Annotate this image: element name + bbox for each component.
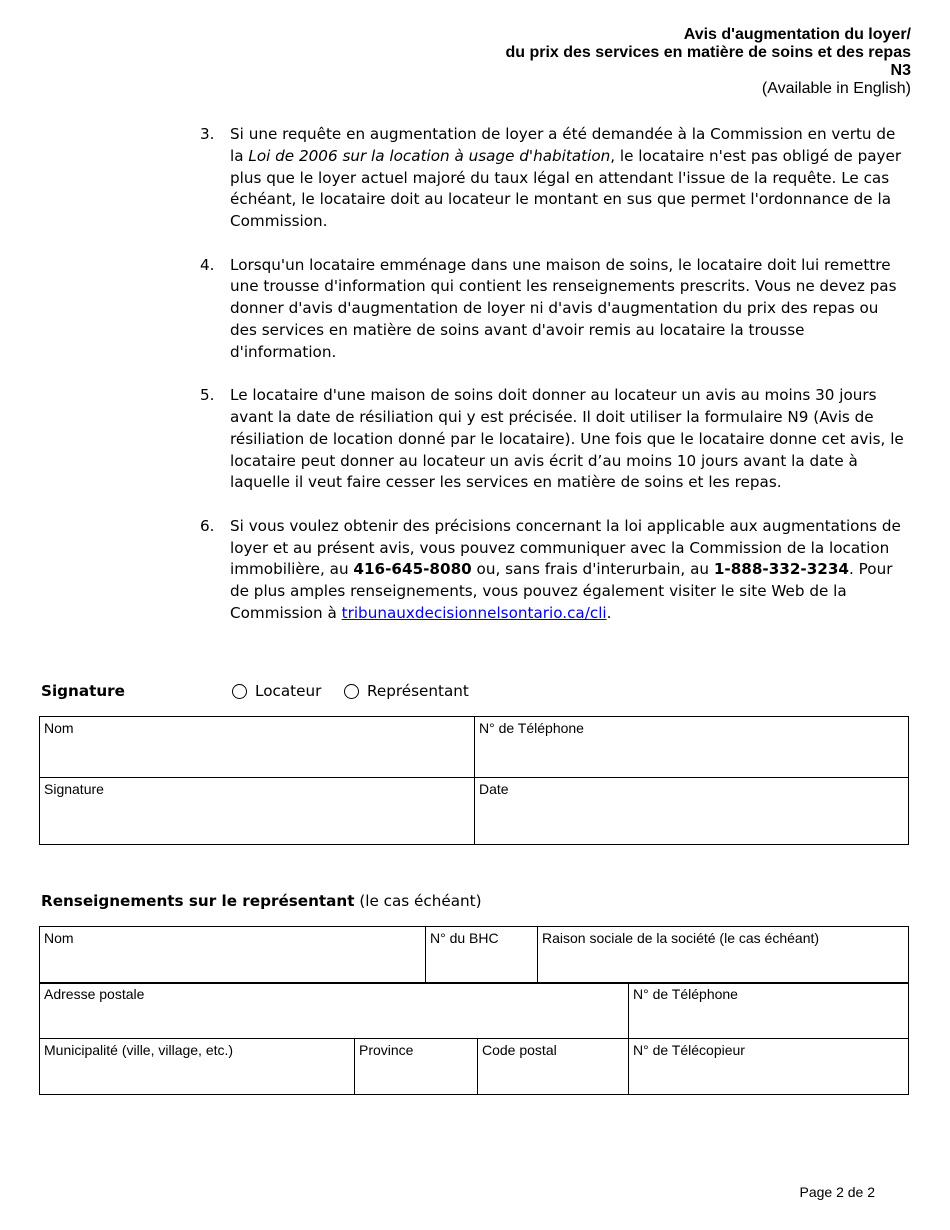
rep-lsuc-label: N° du BHC bbox=[430, 930, 499, 946]
representative-title-bold: Renseignements sur le représentant bbox=[41, 892, 355, 910]
signature-field-label: Signature bbox=[44, 781, 104, 797]
item-text: Si vous voulez obtenir des précisions concernant la loi applicable aux augmentations de loyer et au présent avis, vous pouvez communiquer avec la Commission de la location immobilière, au 416-645-8080 ou, sans frais d'interurbain, au 1-888-332-3234. Pour de plus amples renseignements, vous pouvez également visiter le site Web de la Commission à tribunauxdecisionnelsontario.ca/cli. bbox=[230, 516, 901, 622]
rep-postal-code-label: Code postal bbox=[482, 1042, 557, 1058]
rep-company-field[interactable] bbox=[538, 927, 909, 984]
instruction-item bbox=[200, 255, 910, 364]
signature-field[interactable] bbox=[40, 778, 475, 845]
representative-table-row-1 bbox=[39, 926, 909, 984]
rep-province-label: Province bbox=[359, 1042, 414, 1058]
item-number: 4. bbox=[200, 255, 215, 274]
form-title-line-1: Avis d'augmentation du loyer/ bbox=[683, 26, 911, 43]
signature-table bbox=[39, 716, 909, 845]
item-text: Le locataire d'une maison de soins doit donner au locateur un avis au moins 30 jours avant la date de résiliation qui y est précisée. Il doit utiliser la formulaire N9 (Avis de résiliation de location donné par le locataire). Une fois que le locataire donne cet avis, le locataire peut donner au locateur un avis écrit d’au moins 10 jours avant la date à laquelle il veut faire cesser les services en matière de soins et les repas. bbox=[230, 386, 904, 492]
radio-circle-icon[interactable] bbox=[344, 684, 359, 699]
date-field[interactable] bbox=[475, 778, 909, 845]
phone-field[interactable] bbox=[475, 717, 909, 778]
item-text: Lorsqu'un locataire emménage dans une maison de soins, le locataire doit lui remettre une trousse d'information qui contient les renseignements prescrits. Vous ne devez pas donner d'avis d'augmentation de loyer ni d'avis d'augmentation du prix des repas ou des services en matière de soins avant d'avoir remis au locataire la trousse d'information. bbox=[230, 255, 897, 361]
ltb-website-link[interactable]: tribunauxdecisionnelsontario.ca/cli bbox=[341, 603, 607, 622]
representative-radio[interactable] bbox=[344, 682, 469, 700]
rep-name-field[interactable] bbox=[40, 927, 426, 984]
representative-table-row-3 bbox=[39, 1038, 909, 1095]
available-english-note: (Available in English) bbox=[761, 80, 911, 97]
name-field-label: Nom bbox=[44, 720, 74, 736]
representative-section-title bbox=[41, 892, 482, 910]
ltb-toll-free-number: 1-888-332-3234 bbox=[713, 560, 849, 579]
rep-fax-field[interactable] bbox=[629, 1039, 909, 1095]
representative-title-note: (le cas échéant) bbox=[359, 892, 482, 910]
representative-table-row-2 bbox=[39, 982, 909, 1039]
form-title-line-2: du prix des services en matière de soins et des repas bbox=[505, 44, 911, 61]
instruction-item bbox=[200, 124, 910, 233]
name-field[interactable] bbox=[40, 717, 475, 778]
rep-name-label: Nom bbox=[44, 930, 74, 946]
rep-address-field[interactable] bbox=[40, 983, 629, 1039]
act-title: Loi de 2006 sur la location à usage d'habitation bbox=[248, 146, 611, 165]
date-field-label: Date bbox=[479, 781, 509, 797]
instruction-item bbox=[200, 516, 910, 625]
form-code: N3 bbox=[890, 62, 911, 79]
representative-radio-label: Représentant bbox=[367, 682, 469, 700]
signature-section-header bbox=[41, 680, 921, 702]
instruction-list bbox=[200, 124, 910, 646]
ltb-phone-number: 416-645-8080 bbox=[353, 560, 472, 579]
item-number: 3. bbox=[200, 125, 215, 143]
rep-address-label: Adresse postale bbox=[44, 986, 145, 1002]
rep-phone-label: N° de Téléphone bbox=[633, 986, 738, 1002]
landlord-radio-label: Locateur bbox=[255, 682, 322, 700]
phone-field-label: N° de Téléphone bbox=[479, 720, 584, 736]
item-number: 6. bbox=[200, 516, 215, 535]
item-number: 5. bbox=[200, 386, 215, 405]
rep-municipality-field[interactable] bbox=[40, 1039, 355, 1095]
rep-postal-code-field[interactable] bbox=[478, 1039, 629, 1095]
rep-company-label: Raison sociale de la société (le cas échéant) bbox=[542, 930, 820, 946]
rep-lsuc-field[interactable] bbox=[426, 927, 538, 984]
instruction-item bbox=[200, 385, 910, 494]
page-number: Page 2 de 2 bbox=[799, 1184, 875, 1200]
radio-circle-icon[interactable] bbox=[232, 684, 247, 699]
rep-fax-label: N° de Télécopieur bbox=[633, 1042, 745, 1058]
rep-province-field[interactable] bbox=[355, 1039, 478, 1095]
item-text: Si une requête en augmentation de loyer a été demandée à la Commission en vertu de la Loi de 2006 sur la location à usage d'habitation, le locataire n'est pas obligé de payer plus que le loyer actuel majoré du taux légal en attendant l'issue de la requête. Le cas échéant, le locataire doit au locateur le montant en sus que permet l'ordonnance de la Commission. bbox=[230, 125, 902, 231]
signature-title: Signature bbox=[41, 682, 125, 700]
rep-municipality-label: Municipalité (ville, village, etc.) bbox=[44, 1042, 234, 1058]
landlord-radio[interactable] bbox=[232, 682, 321, 700]
form-header bbox=[505, 26, 911, 98]
rep-phone-field[interactable] bbox=[629, 983, 909, 1039]
